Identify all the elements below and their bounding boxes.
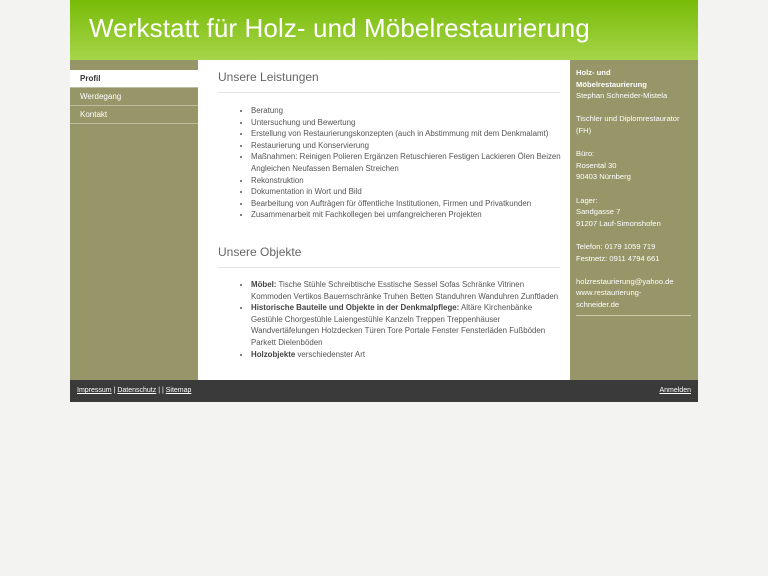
- leistungen-heading: Unsere Leistungen: [218, 70, 560, 93]
- list-item: • Beratung: [251, 105, 561, 117]
- lager-address: Lager: Sandgasse 7 91207 Lauf-Simonshofen: [576, 195, 661, 228]
- person-name: Stephan Schneider-Mistela: [576, 91, 668, 101]
- list-item: [251, 302, 561, 348]
- leistungen-list: [218, 105, 561, 221]
- item-label: Historische Bauteile und Objekte in der Denkmalpflege:: [251, 303, 460, 313]
- datenschutz-link[interactable]: Datenschutz: [117, 387, 157, 394]
- nav-item-werdegang[interactable]: Werdegang: [70, 88, 198, 106]
- festnetz: Festnetz: 0911 4794 661: [576, 253, 660, 263]
- website-line1: www.restaurierung-: [576, 288, 642, 298]
- separator: | |: [156, 387, 166, 394]
- list-item: [251, 279, 561, 302]
- left-sidebar: [70, 60, 198, 380]
- footer-links: [77, 387, 191, 394]
- divider: [576, 315, 691, 316]
- right-sidebar: [570, 60, 698, 380]
- website-line2: schneider.de: [576, 299, 620, 309]
- email: holzrestaurierung@yahoo.de: [576, 276, 674, 286]
- item-label: Möbel:: [251, 280, 277, 289]
- impressum-link[interactable]: Impressum: [77, 387, 112, 394]
- list-item: • Restaurierung und Konservierung: [251, 140, 561, 152]
- contact-info: [576, 67, 691, 316]
- list-item: • Bearbeitung von Aufträgen für öffentliche Institutionen, Firmen und Privatkunden: [251, 198, 561, 210]
- list-item: • Maßnahmen: Reinigen Polieren Ergänzen Retuschieren Festigen Lackieren Ölen Beizen Angleichen Neufassen Bemalen Streichen: [251, 151, 561, 174]
- objekte-list: [218, 279, 561, 360]
- item-text: verschiedenster Art: [295, 349, 366, 359]
- nav-item-kontakt[interactable]: Kontakt: [70, 106, 198, 124]
- list-item: • Erstellung von Restaurierungskonzepten (auch in Abstimmung mit dem Denkmalamt): [251, 128, 561, 140]
- nav-item-profil[interactable]: Profil: [70, 70, 198, 88]
- separator: |: [111, 387, 118, 394]
- online-contact: [576, 276, 691, 311]
- list-item: [251, 349, 561, 361]
- item-text: Altäre Kirchenbänke Gestühle Chorgestühle Laiengestühle Kanzeln Treppen Treppenhäuser Wandvertäfelungen Holzdecken Türen Tore Portale Fenster Fensterläden Fußböden Parkett Dielenböden: [251, 303, 546, 347]
- list-item: • Zusammenarbeit mit Fachkollegen bei umfangreicheren Projekten: [251, 209, 561, 221]
- buero-address: Büro: Rosental 30 90403 Nürnberg: [576, 149, 631, 182]
- sitemap-link[interactable]: Sitemap: [165, 387, 192, 394]
- main-content: [198, 60, 570, 380]
- list-item: • Untersuchung und Bewertung: [251, 117, 561, 129]
- objekte-heading: Unsere Objekte: [218, 245, 560, 268]
- profession: Tischler und Diplomrestaurator (FH): [576, 114, 680, 135]
- site-title: Werkstatt für Holz- und Möbelrestaurierung: [89, 13, 590, 43]
- login-link[interactable]: Anmelden: [659, 387, 691, 394]
- telefon: Telefon: 0179 1059 719: [576, 241, 656, 251]
- list-item: • Rekonstruktion: [251, 175, 561, 187]
- item-label: Holzobjekte: [251, 349, 296, 359]
- phone-numbers: [576, 241, 691, 264]
- site-footer: [70, 380, 698, 402]
- business-name: Holz- und Möbelrestaurierung Stephan Schneider-Mistela: [576, 68, 668, 101]
- item-text: Tische Stühle Schreibtische Esstische Sessel Sofas Schränke Vitrinen Kommoden Vertikos Bauernschränke Truhen Betten Standuhren Wanduhren Zunftladen: [251, 280, 559, 301]
- list-item: • Dokumentation in Wort und Bild: [251, 186, 561, 198]
- site-header: [70, 0, 698, 60]
- page: [70, 0, 698, 402]
